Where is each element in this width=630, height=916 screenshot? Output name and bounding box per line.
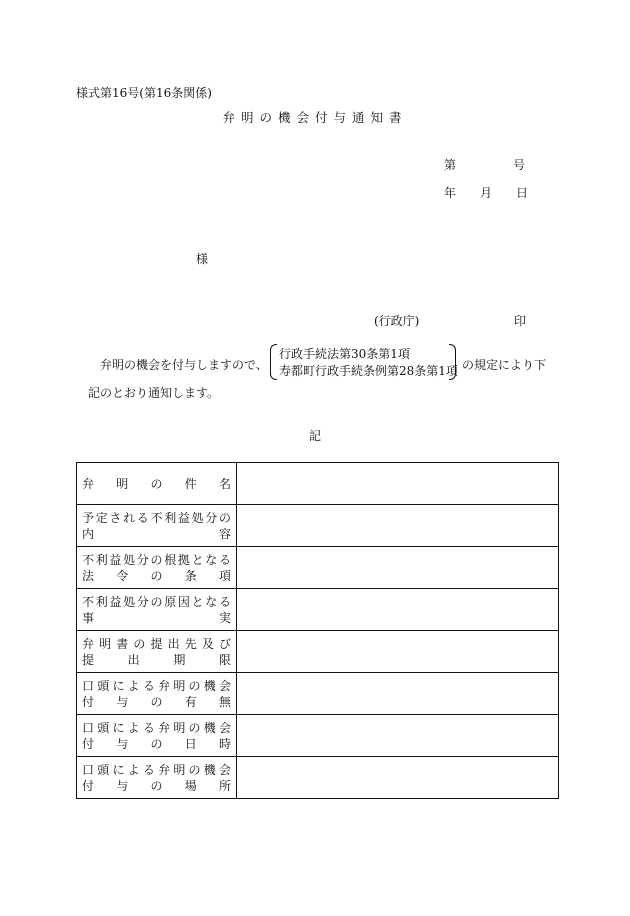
doc-number-prefix: 第 [444,158,457,172]
table-row [77,505,559,547]
row-value-field[interactable] [237,631,559,673]
row-label-line: 口頭による弁明の機会 [82,678,231,693]
row-label-line: 弁明書の提出先及び [82,636,231,651]
row-label [77,673,237,715]
row-label-line: 不利益処分の原因となる [82,594,231,609]
row-label-line: 不利益処分の根拠となる [82,552,231,567]
row-label [77,547,237,589]
body-text-line2: 記のとおり通知します。 [88,386,220,400]
legal-basis-bracket [270,344,456,380]
row-value-field[interactable] [237,589,559,631]
row-label-line: 事実 [82,610,231,625]
body-text-prefix: 弁明の機会を付与しますので、 [100,358,268,372]
row-value-field[interactable] [237,505,559,547]
row-label-line: 法令の条項 [82,568,231,583]
row-value-field[interactable] [237,463,559,505]
row-label-line: 弁明の件名 [82,476,231,491]
row-value-field[interactable] [237,757,559,799]
table-row [77,757,559,799]
row-label-line: 付与の日時 [82,736,231,751]
addressee-honorific: 様 [196,252,209,266]
table-row [77,715,559,757]
table-row [77,673,559,715]
table-row [77,631,559,673]
date-day-label: 日 [516,186,529,200]
row-value-field[interactable] [237,547,559,589]
row-label [77,589,237,631]
row-label [77,757,237,799]
row-label-line: 提出期限 [82,652,231,667]
row-label [77,463,237,505]
ki-heading: 記 [308,429,321,443]
row-label-line: 付与の有無 [82,694,231,709]
sender-agency: (行政庁) [374,314,420,328]
form-number-label: 様式第16号(第16条関係) [76,86,212,100]
body-text-suffix: の規定により下 [462,358,547,372]
details-table [76,462,559,799]
table-row [77,463,559,505]
legal-basis-option-2: 寿都町行政手続条例第28条第1項 [279,364,458,378]
table-row [77,547,559,589]
row-label-line: 内容 [82,526,231,541]
date-month-label: 月 [480,186,493,200]
date-year-label: 年 [444,186,457,200]
row-label-line: 予定される不利益処分の [82,510,231,525]
row-label-line: 付与の場所 [82,778,231,793]
document-title: 弁明の機会付与通知書 [222,110,408,125]
row-label [77,505,237,547]
row-label-line: 口頭による弁明の機会 [82,720,231,735]
seal-mark: 印 [514,314,527,328]
row-label-line: 口頭による弁明の機会 [82,762,231,777]
row-value-field[interactable] [237,673,559,715]
right-bracket [449,344,456,380]
row-label [77,631,237,673]
legal-basis-option-1: 行政手続法第30条第1項 [279,347,410,361]
row-value-field[interactable] [237,715,559,757]
row-label [77,715,237,757]
table-row [77,589,559,631]
doc-number-suffix: 号 [513,158,526,172]
left-bracket [270,344,277,380]
